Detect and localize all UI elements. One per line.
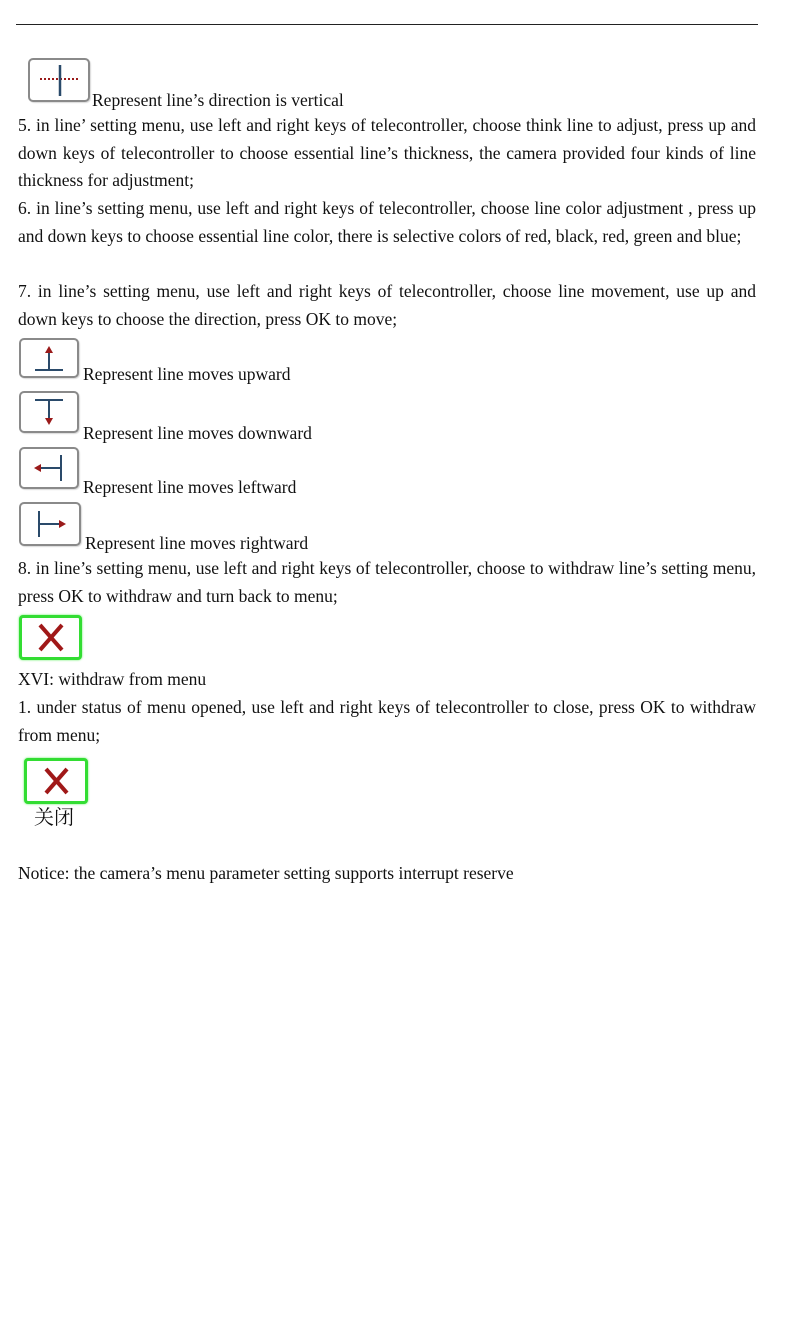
vertical-line-icon bbox=[28, 58, 90, 102]
paragraph-8: 8. in line’s setting menu, use left and right keys of telecontroller, choose to withdraw line’s setting menu, press OK to withdraw and turn back to menu; bbox=[18, 558, 756, 606]
right-caption: Represent line moves rightward bbox=[85, 533, 309, 553]
move-up-icon bbox=[19, 338, 79, 378]
notice-text: Notice: the camera’s menu parameter setting supports interrupt reserve bbox=[18, 863, 514, 883]
paragraph-7: 7. in line’s setting menu, use left and right keys of telecontroller, choose line movement, use up and down keys to choose the direction, press OK to move; bbox=[18, 281, 756, 329]
top-rule bbox=[16, 24, 758, 25]
vertical-caption: Represent line’s direction is vertical bbox=[92, 90, 344, 110]
down-caption: Represent line moves downward bbox=[83, 423, 312, 443]
close-label: 关闭 bbox=[34, 805, 74, 829]
paragraph-5: 5. in line’ setting menu, use left and right keys of telecontroller, choose think line to adjust, press up and down keys of telecontroller to choose essential line’s thickness, the camera provided four kinds of line thickness for adjustment; bbox=[18, 115, 756, 190]
paragraph-16-1: 1. under status of menu opened, use left and right keys of telecontroller to close, press OK to withdraw from menu; bbox=[18, 697, 756, 745]
section-title: XVI: withdraw from menu bbox=[18, 669, 207, 689]
close-x-icon bbox=[24, 758, 88, 804]
move-down-icon bbox=[19, 391, 79, 433]
move-right-icon bbox=[19, 502, 81, 546]
move-left-icon bbox=[19, 447, 79, 489]
paragraph-6: 6. in line’s setting menu, use left and right keys of telecontroller, choose line color adjustment , press up and down keys to choose essential line color, there is selective colors of red, black, red, green and blue; bbox=[18, 198, 756, 246]
close-x-icon bbox=[19, 615, 82, 660]
left-caption: Represent line moves leftward bbox=[83, 477, 297, 497]
up-caption: Represent line moves upward bbox=[83, 364, 291, 384]
